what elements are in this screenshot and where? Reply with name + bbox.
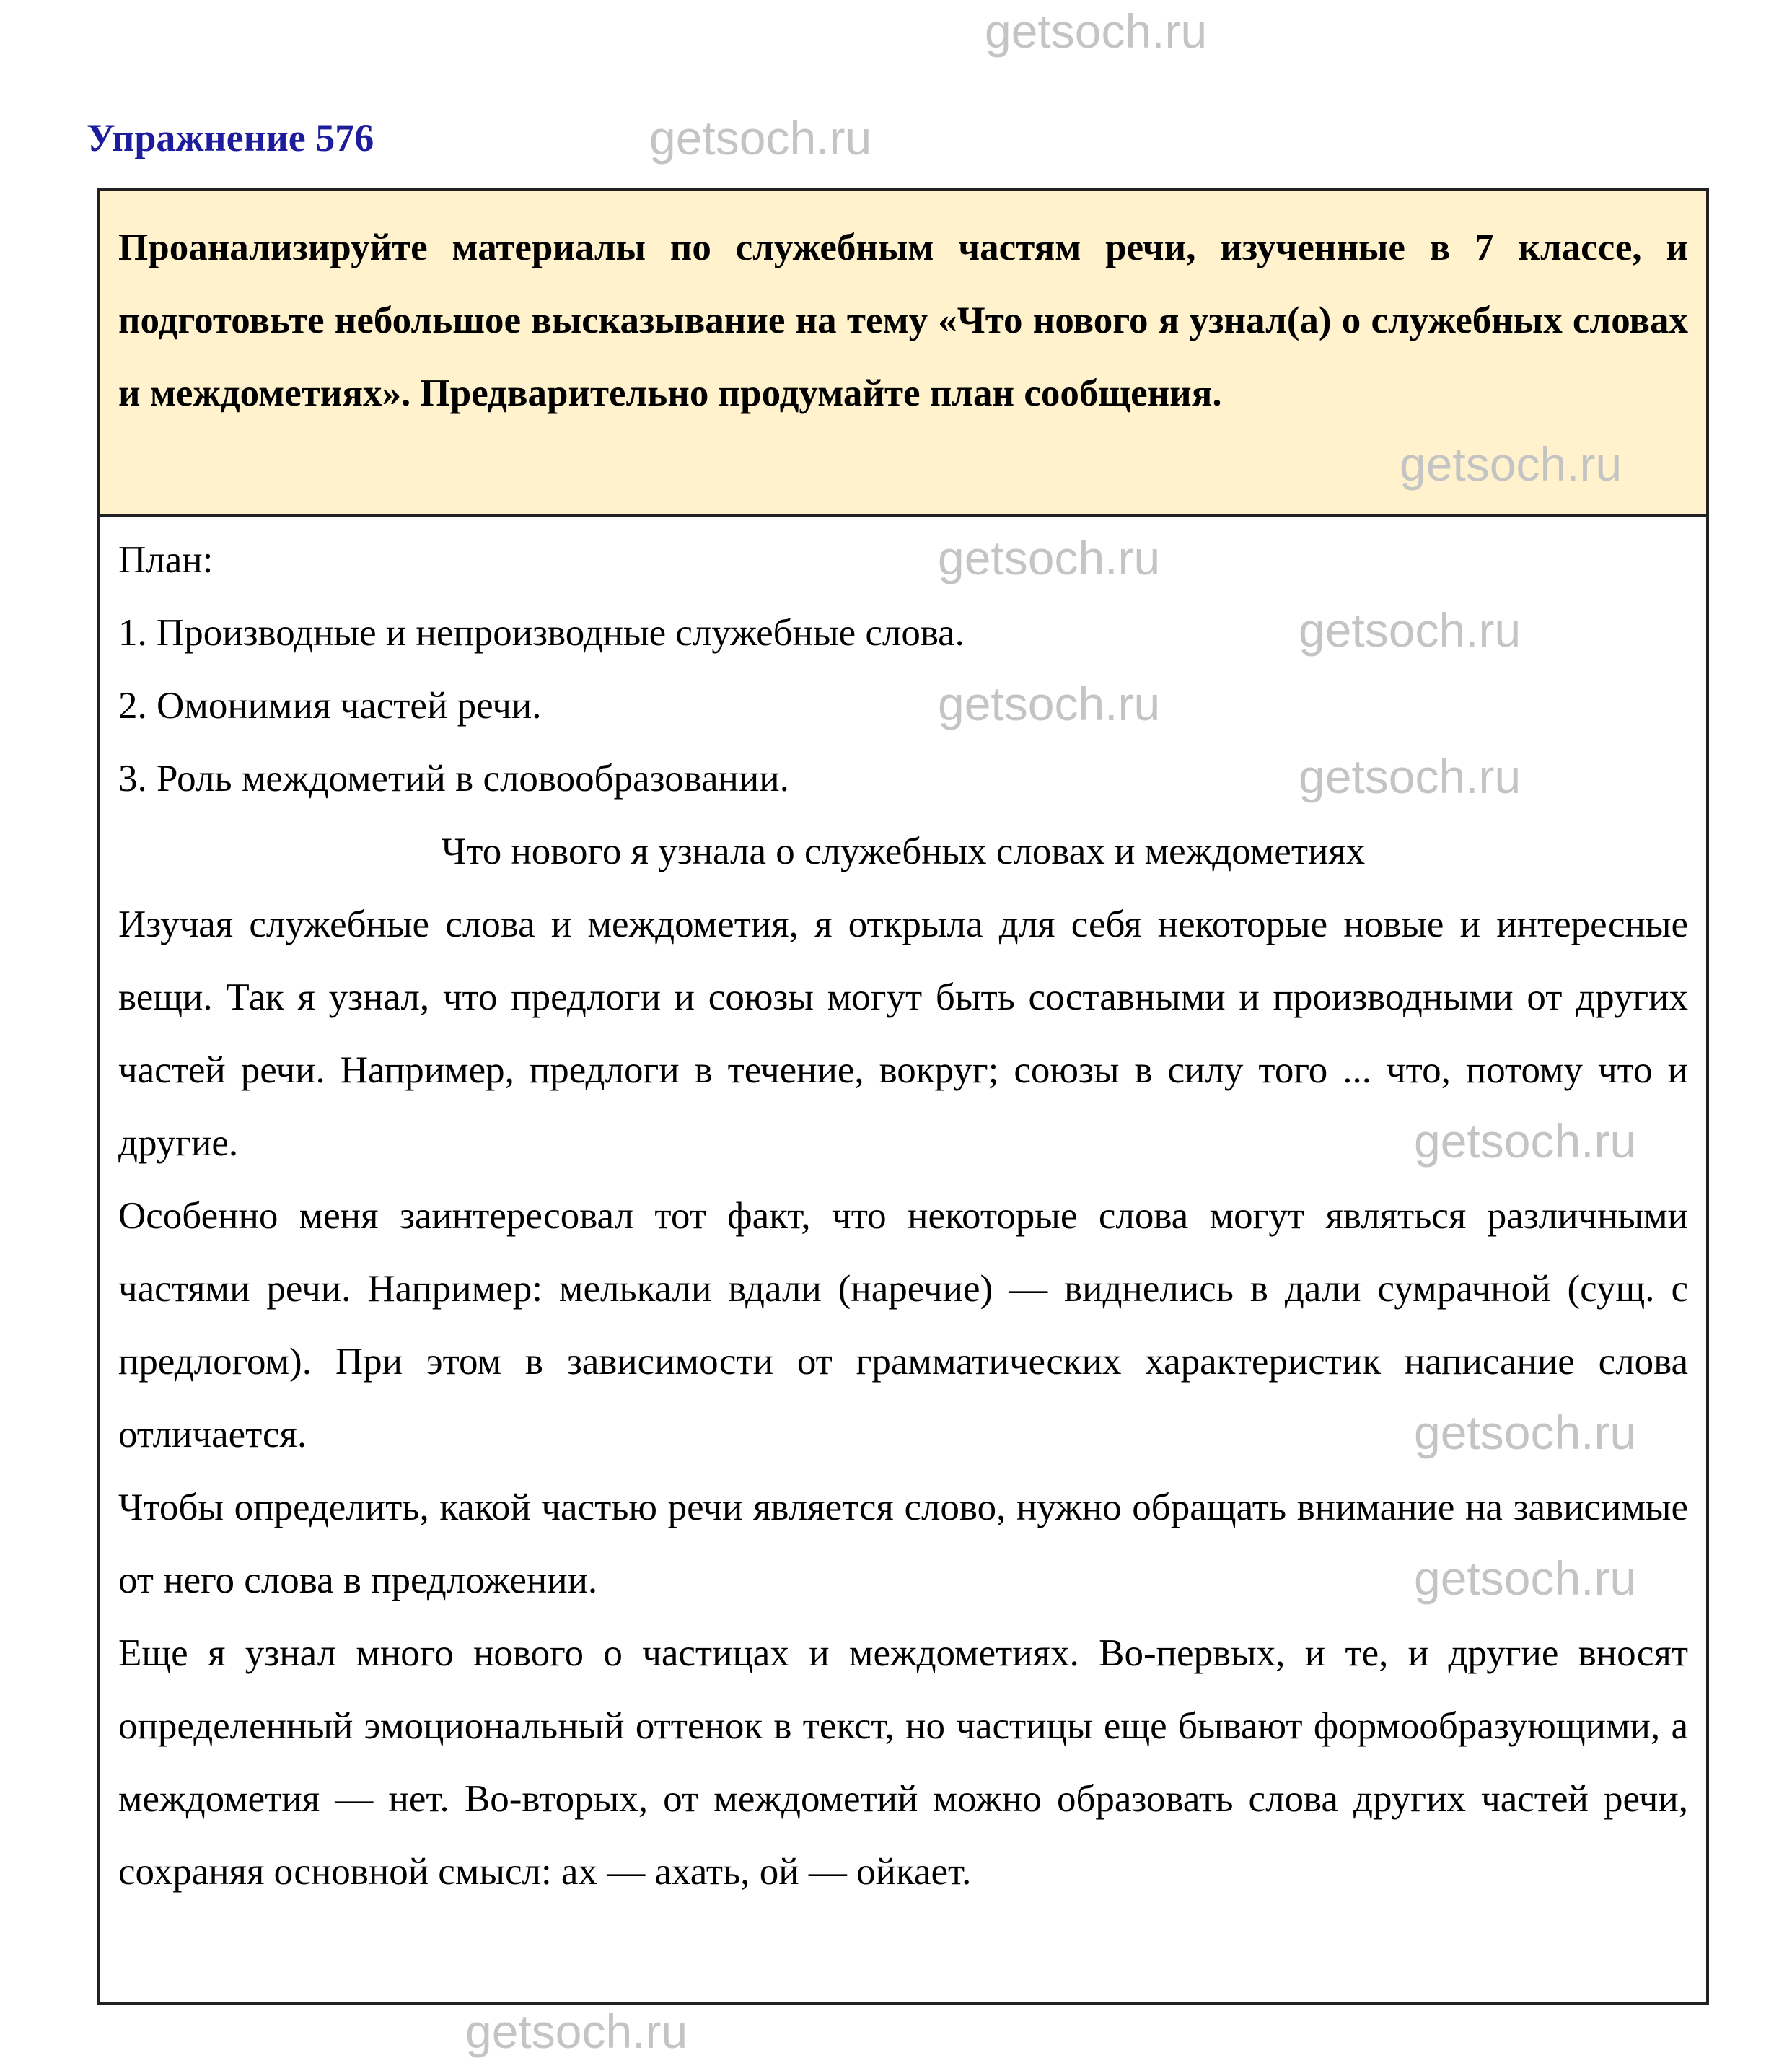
plan-item: 2. Омонимия частей речи. (118, 685, 542, 727)
watermark: getsoch.ru (1400, 437, 1622, 491)
watermark: getsoch.ru (649, 111, 872, 165)
task-text: Проанализируйте материалы по служебным частям речи, изученные в 7 классе, и подготовьте небольшое высказывание на тему «Что нового я узнал(а) о служебных словах и междометиях». Предварительно продумайте план сообщения. (100, 191, 1706, 517)
essay-paragraph: Изучая служебные слова и междометия, я открыла для себя некоторые новые и интересные вещи. Так я узнал, что предлоги и союзы могут быть составными и производными от других частей речи. Например, предлоги в течение, вокруг; союзы в силу того ... что, потому что и другие. (118, 903, 1688, 1164)
watermark: getsoch.ru (1299, 750, 1521, 803)
exercise-box (97, 188, 1709, 2005)
watermark: getsoch.ru (985, 4, 1208, 58)
essay-paragraph: Еще я узнал много нового о частицах и междометиях. Во-первых, и те, и другие вносят определенный эмоциональный оттенок в текст, но частицы еще бывают формообразующими, а междометия — нет. Во-вторых, от междометий можно образовать слова других частей речи, сохраняя основной смысл: ах — ахать, ой — ойкает. (118, 1632, 1688, 1893)
watermark: getsoch.ru (1299, 603, 1521, 657)
watermark: getsoch.ru (1414, 1551, 1637, 1605)
essay-paragraph: Чтобы определить, какой частью речи является слово, нужно обращать внимание на зависимые от него слова в предложении. (118, 1486, 1688, 1601)
watermark: getsoch.ru (1414, 1406, 1637, 1459)
watermark: getsoch.ru (1414, 1114, 1637, 1168)
plan-label: План: (118, 539, 214, 581)
essay-title: Что нового я узнала о служебных словах и междометиях (441, 831, 1366, 872)
plan-item: 3. Роль междометий в словообразовании. (118, 758, 789, 800)
watermark: getsoch.ru (938, 531, 1161, 584)
exercise-title: Упражнение 576 (87, 116, 374, 159)
plan-item: 1. Производные и непроизводные служебные слова. (118, 612, 965, 654)
watermark: getsoch.ru (938, 677, 1161, 730)
watermark: getsoch.ru (465, 2005, 688, 2058)
answer-section (100, 517, 1706, 1909)
essay-paragraph: Особенно меня заинтересовал тот факт, что некоторые слова могут являться различными частями речи. Например: мелькали вдали (наречие) — виднелись в дали сумрачной (сущ. с предлогом). При этом в зависимости от грамматических характеристик написание слова отличается. (118, 1195, 1688, 1455)
